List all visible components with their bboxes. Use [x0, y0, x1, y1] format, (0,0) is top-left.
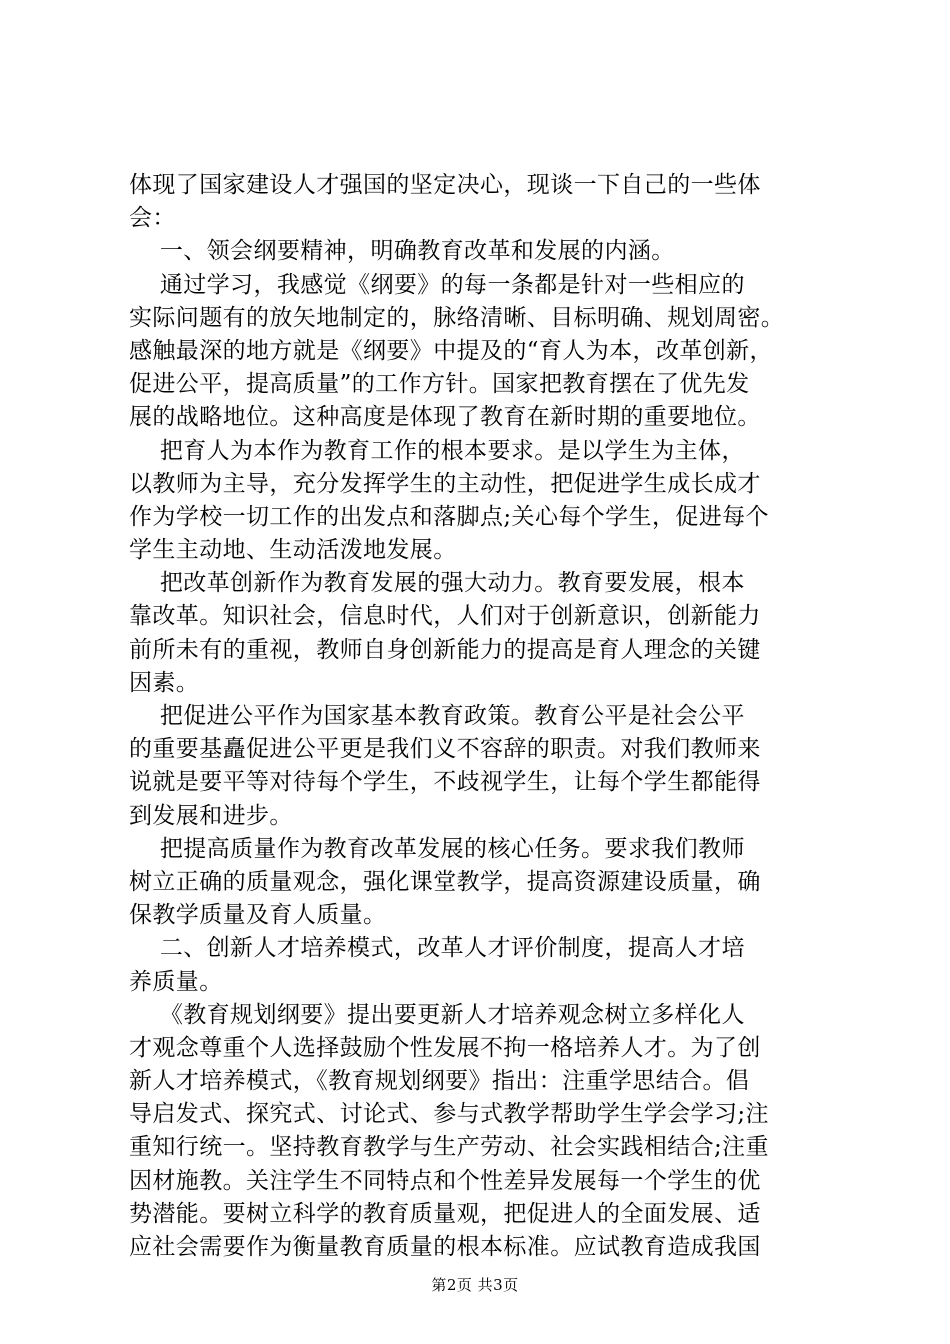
text-line: 养质量。: [129, 968, 223, 995]
text-line: 势潜能。要树立科学的教育质量观，把促进人的全面发展、适: [129, 1200, 761, 1227]
text-line: 把育人为本作为教育工作的根本要求。是以学生为主体，: [129, 437, 745, 464]
text-line: 应社会需要作为衡量教育质量的根本标准。应试教育造成我国: [129, 1234, 761, 1260]
text-line: 重知行统一。坚持教育教学与生产劳动、社会实践相结合;注重: [129, 1134, 769, 1161]
text-line: 展的战略地位。这种高度是体现了教育在新时期的重要地位。: [129, 404, 761, 431]
text-line: 新人才培养模式，《教育规划纲要》指出：注重学思结合。倡: [129, 1068, 750, 1095]
page-footer: 第2页 共3页: [431, 1276, 519, 1294]
text-line: 把改革创新作为教育发展的强大动力。教育要发展，根本: [129, 570, 745, 597]
body-text: [129, 169, 839, 1264]
text-line: 学生主动地、生动活泼地发展。: [129, 537, 457, 564]
text-line: 体现了国家建设人才强国的坚定决心，现谈一下自己的一些体: [129, 172, 761, 198]
text-line: 一、领会纲要精神，明确教育改革和发展的内涵。: [129, 238, 675, 265]
text-line: 把提高质量作为教育改革发展的核心任务。要求我们教师: [129, 835, 745, 862]
text-line: 实际问题有的放矢地制定的，脉络清晰、目标明确、规划周密。: [129, 304, 785, 331]
text-line: 前所未有的重视，教师自身创新能力的提高是育人理念的关键: [129, 636, 761, 663]
text-line: 说就是要平等对待每个学生，不歧视学生，让每个学生都能得: [129, 769, 761, 796]
text-line: 保教学质量及育人质量。: [129, 902, 387, 929]
text-line: 作为学校一切工作的出发点和落脚点;关心每个学生，促进每个: [129, 503, 769, 530]
text-line: 通过学习，我感觉《纲要》的每一条都是针对一些相应的: [129, 271, 745, 298]
text-line: 树立正确的质量观念，强化课堂教学，提高资源建设质量，确: [129, 868, 761, 895]
text-line: 到发展和进步。: [129, 802, 293, 829]
text-line: 因材施教。关注学生不同特点和个性差异发展每一个学生的优: [129, 1167, 761, 1194]
text-line: 以教师为主导，充分发挥学生的主动性，把促进学生成长成才: [129, 470, 761, 497]
text-line: 二、创新人才培养模式，改革人才评价制度，提高人才培: [129, 935, 745, 962]
text-line: 感触最深的地方就是《纲要》中提及的“育人为本，改革创新，: [129, 337, 773, 364]
text-line: 才观念尊重个人选择鼓励个性发展不拘一格培养人才。为了创: [129, 1034, 761, 1061]
text-line: 《教育规划纲要》提出要更新人才培养观念树立多样化人: [129, 1001, 745, 1028]
text-line: 会：: [129, 205, 176, 232]
text-line: 促进公平，提高质量”的工作方针。国家把教育摆在了优先发: [129, 371, 750, 398]
text-line: 导启发式、探究式、讨论式、参与式教学帮助学生学会学习;注: [129, 1101, 769, 1128]
text-line: 靠改革。知识社会，信息时代，人们对于创新意识，创新能力: [129, 603, 761, 630]
text-line: 把促进公平作为国家基本教育政策。教育公平是社会公平: [129, 703, 745, 729]
text-line: 因素。: [129, 669, 200, 696]
text-line: 的重要基矗促进公平更是我们义不容辞的职责。对我们教师来: [129, 736, 761, 763]
